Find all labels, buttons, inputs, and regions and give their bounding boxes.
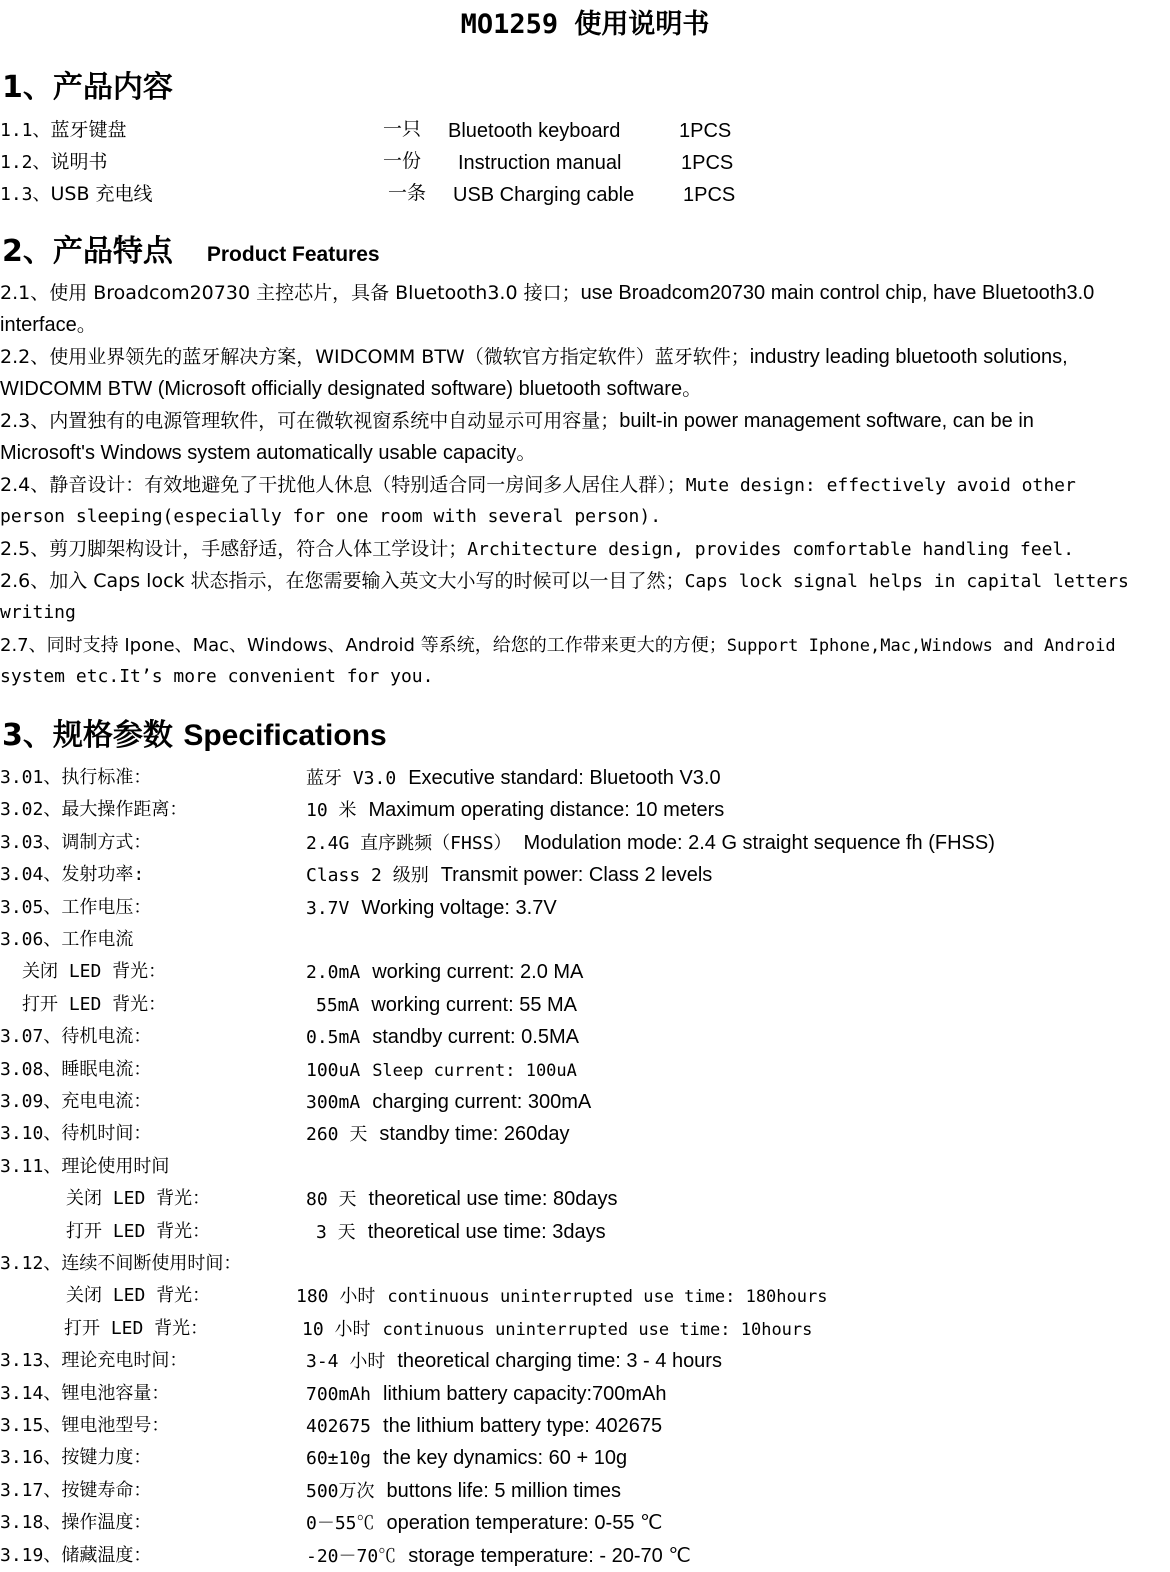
- spec-label: 3.16、按键力度：: [0, 1447, 152, 1468]
- spec-label: 打开 LED 背光：: [22, 994, 167, 1015]
- spec-value: 10 小时: [302, 1319, 371, 1340]
- spec-english: continuous uninterrupted use time: 10hours: [382, 1320, 813, 1340]
- spec-english: standby time: 260day: [379, 1123, 570, 1145]
- spec-value-row: [306, 766, 721, 791]
- contents-item: [0, 182, 153, 207]
- spec-english: lithium battery capacity:700mAh: [383, 1383, 667, 1405]
- spec-label: 3.03、调制方式：: [0, 832, 152, 853]
- spec-value-row: [306, 960, 583, 985]
- spec-value: 60±10g: [306, 1448, 372, 1469]
- feature-item: 2.5、剪刀脚架构设计，手感舒适，符合人体工学设计；Architecture design, provides comfortable handling feel.: [0, 538, 1075, 560]
- spec-value-row: [316, 1220, 606, 1245]
- features-list: [0, 277, 1168, 693]
- item-name-en: USB Charging cable: [453, 184, 635, 206]
- spec-value: 700mAh: [306, 1384, 372, 1405]
- feature-item: 2.2、使用业界领先的蓝牙解决方案，WIDCOMM BTW（微软官方指定软件）蓝牙软件；industry leading bluetooth solutions, WIDCOMM BTW (Microsoft officially designated software) bluetooth software。: [0, 346, 1068, 400]
- spec-english: Modulation mode: 2.4 G straight sequence fh (FHSS): [523, 832, 995, 854]
- spec-label: 3.05、工作电压：: [0, 897, 152, 918]
- spec-label: 关闭 LED 背光：: [66, 1285, 211, 1306]
- section3-heading-en: Specifications: [183, 719, 387, 752]
- spec-value: 10 米: [306, 800, 357, 821]
- spec-label: 3.12、连续不间断使用时间：: [0, 1253, 242, 1274]
- item-name-en: Instruction manual: [458, 152, 622, 174]
- spec-english: theoretical use time: 80days: [368, 1188, 618, 1210]
- item-name-en: Bluetooth keyboard: [448, 120, 621, 142]
- item-name-cn: 说明书: [50, 151, 108, 173]
- spec-label: 关闭 LED 背光：: [66, 1188, 211, 1209]
- spec-value-row: [306, 1414, 662, 1439]
- item-name-cn: 蓝牙键盘: [50, 119, 127, 141]
- spec-english: charging current: 300mA: [372, 1091, 592, 1113]
- spec-value-row: [306, 1058, 577, 1083]
- spec-english: theoretical use time: 3days: [367, 1221, 606, 1243]
- spec-value-row: [306, 831, 995, 856]
- spec-value: 300mA: [306, 1092, 361, 1113]
- spec-english: storage temperature: - 20-70 ℃: [408, 1545, 691, 1567]
- spec-value: -20－70℃: [306, 1546, 397, 1567]
- spec-value-row: [316, 993, 577, 1018]
- spec-english: Maximum operating distance: 10 meters: [368, 799, 725, 821]
- spec-label: 3.11、理论使用时间: [0, 1156, 170, 1177]
- spec-label: 打开 LED 背光：: [66, 1221, 211, 1242]
- spec-english: buttons life: 5 million times: [386, 1480, 622, 1502]
- spec-value-row: [306, 1025, 579, 1050]
- document-title: MO1259 使用说明书: [460, 9, 710, 40]
- spec-value-row: [306, 1122, 569, 1147]
- spec-label: 3.14、锂电池容量：: [0, 1383, 170, 1404]
- spec-label: 3.06、工作电流: [0, 929, 134, 950]
- spec-label: 3.02、最大操作距离：: [0, 799, 188, 820]
- spec-label: 3.08、睡眠电流：: [0, 1059, 152, 1080]
- spec-english: theoretical charging time: 3 - 4 hours: [397, 1350, 722, 1372]
- spec-value: 260 天: [306, 1124, 368, 1145]
- spec-value-row: [306, 1382, 667, 1407]
- section3-heading-cn: 3、规格参数: [2, 718, 173, 753]
- section1-heading: 1、产品内容: [2, 70, 173, 105]
- spec-label: 关闭 LED 背光：: [22, 961, 167, 982]
- spec-value-row: [296, 1284, 827, 1309]
- item-number: 1.2、: [0, 152, 51, 173]
- spec-english: the lithium battery type: 402675: [383, 1415, 663, 1437]
- feature-item: 2.7、同时支持 Ipone、Mac、Windows、Android 等系统，给您的工作带来更大的方便；Support Iphone,Mac,Windows and Android system etc.It’s more convenient for you.: [0, 635, 1116, 687]
- spec-value: 0－55℃: [306, 1513, 375, 1534]
- section2-heading: [2, 226, 380, 270]
- spec-value: 80 天: [306, 1189, 357, 1210]
- spec-value-row: [306, 1446, 627, 1471]
- spec-english: the key dynamics: 60 + 10g: [383, 1447, 628, 1469]
- item-number: 1.1、: [0, 120, 51, 141]
- feature-item: 2.6、加入 Caps lock 状态指示，在您需要输入英文大小写的时候可以一目了然；Caps lock signal helps in capital letters writing: [0, 570, 1129, 623]
- spec-english: working current: 55 MA: [371, 994, 577, 1016]
- spec-value: 2.4G 直序跳频（FHSS）: [306, 833, 512, 854]
- item-qty: 一份: [383, 150, 422, 172]
- spec-value: 2.0mA: [306, 962, 361, 983]
- spec-value-row: [306, 798, 724, 823]
- spec-value: 3-4 小时: [306, 1351, 386, 1372]
- spec-value-row: [306, 1090, 591, 1115]
- spec-label: 3.18、操作温度：: [0, 1512, 152, 1533]
- spec-value: 55mA: [316, 995, 360, 1016]
- contents-item: [0, 118, 127, 143]
- spec-english: standby current: 0.5MA: [372, 1026, 579, 1048]
- contents-item: [0, 150, 108, 175]
- item-pcs: 1PCS: [679, 120, 732, 142]
- spec-value-row: [306, 896, 557, 921]
- spec-value: Class 2 级别: [306, 865, 429, 886]
- section2-heading-cn: 2、产品特点: [2, 234, 173, 269]
- item-pcs: 1PCS: [681, 152, 734, 174]
- spec-value: 3.7V: [306, 898, 350, 919]
- spec-value: 蓝牙 V3.0: [306, 768, 397, 789]
- feature-item: 2.1、使用 Broadcom20730 主控芯片，具备 Bluetooth3.0 接口；use Broadcom20730 main control chip, have Bluetooth3.0 interface。: [0, 282, 1095, 336]
- section2-heading-en: Product Features: [206, 243, 380, 266]
- spec-label: 3.13、理论充电时间：: [0, 1350, 188, 1371]
- spec-english: Working voltage: 3.7V: [361, 897, 557, 919]
- spec-english: continuous uninterrupted use time: 180hours: [387, 1287, 828, 1307]
- spec-value-row: [306, 1479, 621, 1504]
- spec-value: 0.5mA: [306, 1027, 361, 1048]
- spec-value-row: [306, 863, 712, 888]
- spec-english: Transmit power: Class 2 levels: [440, 864, 713, 886]
- spec-value: 402675: [306, 1416, 372, 1437]
- spec-value-row: [306, 1544, 691, 1569]
- spec-english: Executive standard: Bluetooth V3.0: [408, 767, 721, 789]
- item-pcs: 1PCS: [683, 184, 736, 206]
- item-name-cn: USB 充电线: [50, 183, 153, 205]
- spec-value: 100uA: [306, 1060, 361, 1081]
- spec-label: 3.15、锂电池型号：: [0, 1415, 170, 1436]
- spec-english: Sleep current: 100uA: [372, 1061, 577, 1081]
- spec-label: 3.01、执行标准：: [0, 767, 152, 788]
- spec-value: 3 天: [316, 1222, 356, 1243]
- item-qty: 一只: [383, 118, 422, 140]
- spec-value: 500万次: [306, 1481, 375, 1502]
- spec-label: 3.10、待机时间：: [0, 1123, 152, 1144]
- item-qty: 一条: [388, 182, 427, 204]
- section3-heading: [2, 710, 387, 754]
- spec-value-row: [306, 1511, 662, 1536]
- spec-label: 3.17、按键寿命：: [0, 1480, 152, 1501]
- spec-label: 3.09、充电电流：: [0, 1091, 152, 1112]
- item-number: 1.3、: [0, 184, 51, 205]
- spec-english: operation temperature: 0-55 ℃: [386, 1512, 663, 1534]
- spec-value-row: [306, 1187, 618, 1212]
- spec-label: 3.19、储藏温度：: [0, 1545, 152, 1566]
- spec-label: 打开 LED 背光：: [64, 1318, 209, 1339]
- spec-label: 3.07、待机电流：: [0, 1026, 152, 1047]
- spec-english: working current: 2.0 MA: [372, 961, 584, 983]
- spec-value-row: [302, 1317, 812, 1342]
- feature-item: 2.3、内置独有的电源管理软件，可在微软视窗系统中自动显示可用容量；built-in power management software, can be in Microsoft's Windows system automatically usable capacity。: [0, 410, 1034, 464]
- spec-label: 3.04、发射功率:: [0, 864, 145, 885]
- feature-item: 2.4、静音设计：有效地避免了干扰他人休息（特别适合同一房间多人居住人群）；Mute design: effectively avoid other person sleeping(especially for one room with several person).: [0, 474, 1076, 527]
- spec-value: 180 小时: [296, 1286, 376, 1307]
- spec-value-row: [306, 1349, 722, 1374]
